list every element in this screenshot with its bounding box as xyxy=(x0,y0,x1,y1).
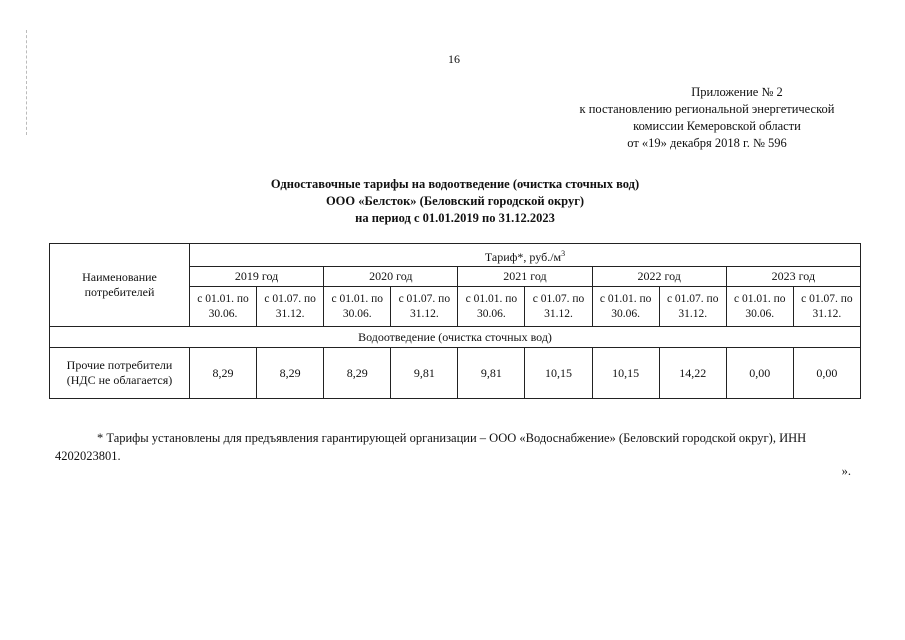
year-header: 2021 год xyxy=(458,267,592,287)
period-header: с 01.01. по 30.06. xyxy=(458,287,525,327)
period-header: с 01.01. по 30.06. xyxy=(592,287,659,327)
period-header: с 01.07. по 31.12. xyxy=(525,287,592,327)
footnote: * Тарифы установлены для предъявления гарантирующей организации – ООО «Водоснабжение» (Беловский городской округ), ИНН 4202023801. xyxy=(55,431,807,463)
tariff-value: 10,15 xyxy=(525,348,592,399)
tariff-header: Тариф*, руб./м xyxy=(484,249,562,264)
period-header: с 01.07. по 31.12. xyxy=(659,287,726,327)
annex-line-3: комиссии Кемеровской области xyxy=(633,119,801,133)
document-title xyxy=(150,176,760,227)
period-header: с 01.07. по 31.12. xyxy=(793,287,860,327)
annex-header xyxy=(557,84,857,152)
period-header: с 01.01. по 30.06. xyxy=(190,287,257,327)
name-header-cell xyxy=(50,244,190,327)
margin-mark xyxy=(26,30,28,135)
title-line-1: Одноставочные тарифы на водоотведение (очистка сточных вод) xyxy=(270,177,640,191)
tariff-value: 8,29 xyxy=(324,348,391,399)
tariff-header-sup: 3 xyxy=(561,248,566,258)
tariff-header-cell xyxy=(190,244,861,267)
period-header: с 01.07. по 31.12. xyxy=(257,287,324,327)
year-header: 2023 год xyxy=(726,267,860,287)
period-header: с 01.07. по 31.12. xyxy=(391,287,458,327)
section-header: Водоотведение (очистка сточных вод) xyxy=(50,327,861,348)
tariff-value: 8,29 xyxy=(190,348,257,399)
year-header: 2022 год xyxy=(592,267,726,287)
annex-line-2: к постановлению региональной энергетической xyxy=(579,102,835,116)
tariff-value: 9,81 xyxy=(458,348,525,399)
tariff-value: 0,00 xyxy=(726,348,793,399)
title-line-2: ООО «Белсток» (Беловский городской округ) xyxy=(325,194,585,208)
tariff-value: 9,81 xyxy=(391,348,458,399)
tariff-value: 0,00 xyxy=(793,348,860,399)
tariff-value: 14,22 xyxy=(659,348,726,399)
tariff-value: 8,29 xyxy=(257,348,324,399)
page-number: 16 xyxy=(448,52,460,66)
annex-line-1: Приложение № 2 xyxy=(691,85,783,99)
period-header: с 01.01. по 30.06. xyxy=(726,287,793,327)
tariff-value: 10,15 xyxy=(592,348,659,399)
period-header: с 01.01. по 30.06. xyxy=(324,287,391,327)
closing-quote: ». xyxy=(841,464,851,478)
name-header: Наименование потребителей xyxy=(82,270,157,299)
row-label: Прочие потребители (НДС не облагается) xyxy=(50,348,190,399)
title-line-3: на период с 01.01.2019 по 31.12.2023 xyxy=(355,211,555,225)
tariff-table xyxy=(49,243,861,399)
annex-line-4: от «19» декабря 2018 г. № 596 xyxy=(627,136,787,150)
year-header: 2019 год xyxy=(190,267,324,287)
table-row xyxy=(50,348,861,399)
year-header: 2020 год xyxy=(324,267,458,287)
